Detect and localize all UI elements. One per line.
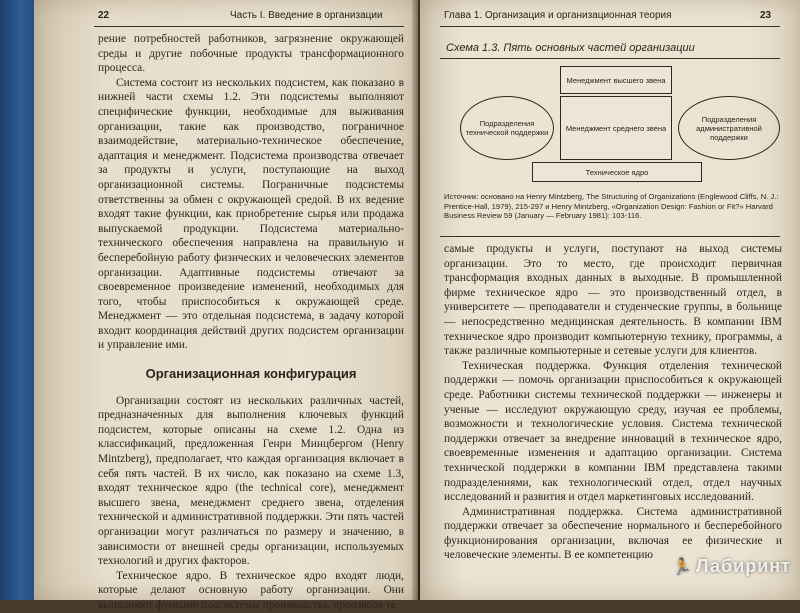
right-head-rule	[440, 26, 780, 27]
right-body	[444, 242, 782, 563]
book-cover-edge	[0, 0, 34, 600]
diagram-technical-support: Подразделения технической поддержки	[460, 96, 554, 160]
left-head-rule	[94, 26, 404, 27]
runner-icon: 🏃	[672, 559, 693, 576]
scheme-title: Схема 1.3. Пять основных частей организации	[446, 42, 695, 54]
paragraph: Система состоит из нескольких подсистем, как показано в нижней части схемы 1.2. Эти подсистемы выполняют специфические функции, необходимые для выживания организации, такие как производство, пограничное взаимодействие, материально-техническое обеспечение, адаптация и менеджмент. Подсистема производства отвечает за продукты и услуги, поступающие на выход организационной системы. Пограничные подсистемы ответственны за обмен с окружающей средой. В их ведение входят такие функции, как приобретение сырья или продажа выпускаемой продукции. Подсистема материально-технического обеспечения направлена на правильную и бесперебойную работу физических и человеческих элементов организации. Адаптивные подсистемы отвечают за своевременное произведение изменений, необходимых для того, чтобы приспособиться к окружающей среде. Менеджмент — это отдельная подсистема, в задачу которой входит координация действий других подсистем организации и управление ими.	[98, 76, 404, 352]
section-title: Организационная конфигурация	[145, 366, 357, 382]
paragraph: Техническое ядро. В техническое ядро входят люди, которые делают основную работу организации. Они выполняют функции подсистемы производства, производя те	[98, 569, 404, 611]
org-diagram	[440, 60, 785, 190]
paragraph: Техническая поддержка. Функция отделения технической поддержки — помочь организации приспособиться к окружающей среде. Работники системы технической поддержки — инженеры и ученые — исследуют окружающую среду, изучая ее проблемы, возможности и технологические условия. Система технической поддержки отвечает за внедрение инноваций в техническое ядро, своевременные изменения и адаптацию организации. Система технической поддержки в компании IBM представлена такими подразделениями, как технологический отдел, отдел научных исследований и развития и отдел маркетинговых исследований.	[444, 359, 782, 504]
left-page	[34, 0, 418, 611]
diagram-middle-management: Менеджмент среднего звена	[560, 96, 672, 160]
watermark-text: Лабиринт	[695, 556, 791, 576]
left-body	[98, 32, 404, 613]
right-page-number: 23	[760, 10, 772, 21]
paragraph: рение потребностей работников, загрязнение окружающей среды и другие побочные продукты трансформационного процесса.	[98, 33, 404, 75]
diagram-administrative-support: Подразделения административной поддержки	[678, 96, 780, 160]
right-page	[420, 0, 800, 600]
paragraph: самые продукты и услуги, поступают на выход системы организации. Это то место, где происходит первичная трансформация входных данных в выходные. В промышленной фирме техническое ядро — это производственный отдел, в университете — преподаватели и студенческие группы, в больнице — непосредственно медицинская деятельность. В компании IBM техническое ядро производит компьютерную технику, программы, а также различные компьютерные и сетевые услуги для клиентов.	[444, 243, 782, 358]
watermark-logo	[672, 556, 791, 577]
left-page-number: 22	[98, 10, 110, 21]
paragraph: Организации состоят из нескольких различных частей, предназначенных для выполнения ключевых функций подсистем, которые описаны на схеме 1.2. Одна из классификаций, предложенная Генри Минцбергом (Henry Mintzberg), предполагает, что каждая организация включает в себя пять частей. В их число, как показано на схеме 1.3, входят техническое ядро (the technical core), менеджмент высшего звена, менеджмент среднего звена, отделения технической и административной поддержки. Эти пять частей организации могут различаться по размеру и значению, в зависимости от внешней среды организации, используемых технологий и других факторов.	[98, 394, 404, 568]
diagram-technical-core: Техническое ядро	[532, 162, 702, 182]
source-note: Источник: основано на Henry Mintzberg, The Structuring of Organizations (Englewood Cliffs, N. J.: Prentice-Hall, 1979), 215-297 и Henry Mintzberg, «Organization Design: Fashion or Fit?» Harvard Business Review 59 (January — February 1981): 103-116.	[444, 192, 779, 221]
paragraph: Административная поддержка. Система административной поддержки отвечает за обеспечение нормального и бесперебойного функционирования организации, включая ее физические и человеческие элементы. В ее компетенцию	[444, 505, 782, 562]
diagram-top-management: Менеджмент высшего звена	[560, 66, 672, 94]
left-running-title: Часть I. Введение в организации	[230, 10, 383, 21]
scheme-rule	[440, 58, 780, 59]
source-rule	[440, 236, 780, 237]
right-running-title: Глава 1. Организация и организационная теория	[444, 10, 672, 21]
